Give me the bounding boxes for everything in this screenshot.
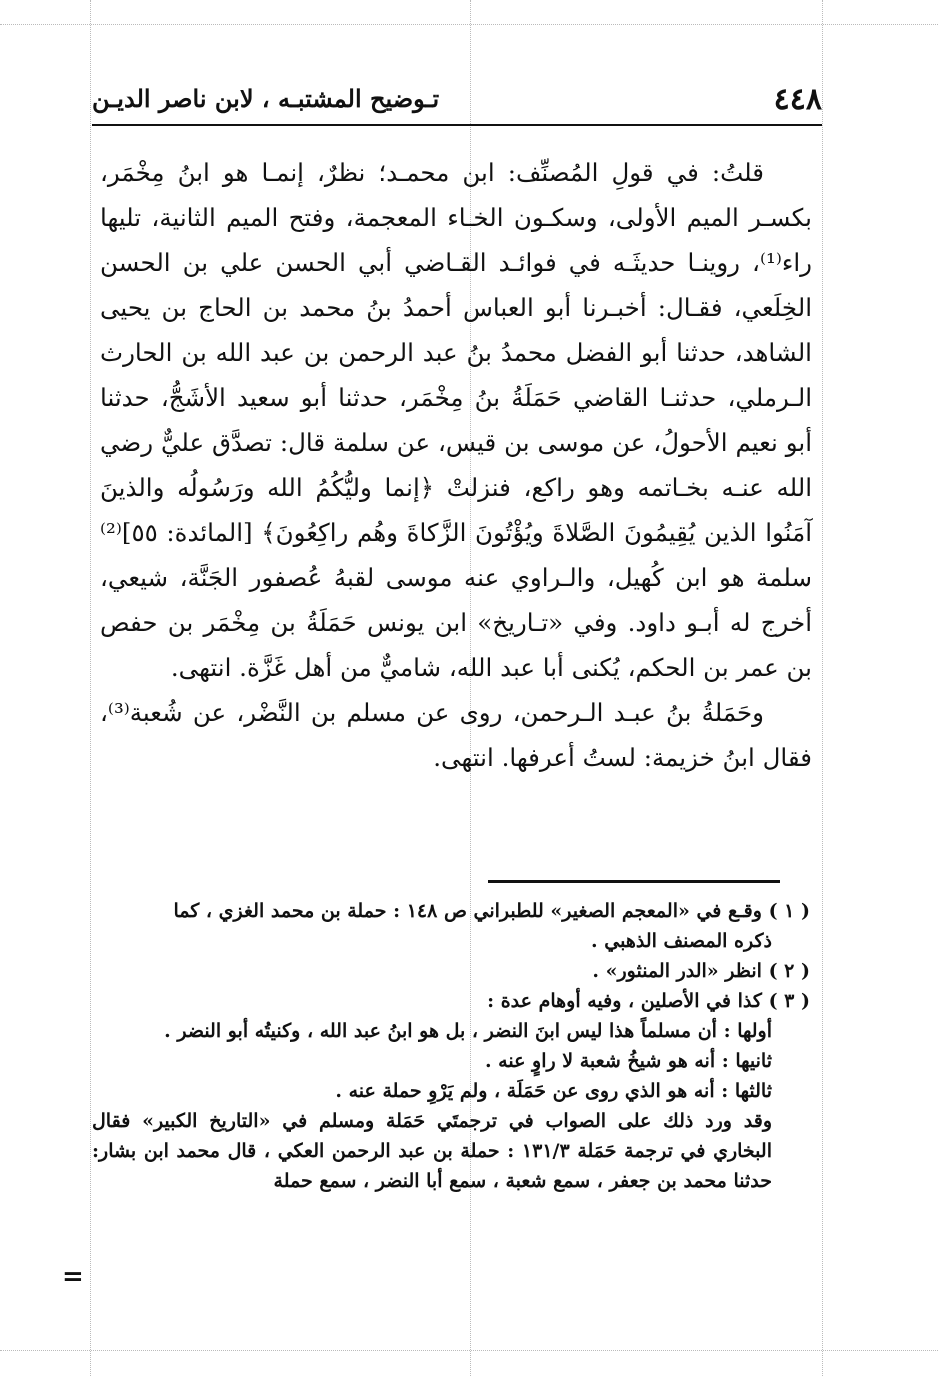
footnote-separator — [488, 880, 780, 883]
footnote-number: ( ٢ ) — [768, 960, 810, 982]
footnote-2 — [92, 956, 810, 986]
running-title: تـوضيح المشتبـه ، لابن ناصر الديـن — [92, 84, 440, 113]
page-number: ٤٤٨ — [773, 82, 822, 117]
footnote-3-tail: وقد ورد ذلك على الصواب في ترجمتَي حَمَلة ومسلم في «التاريخ الكبير» فقال البخاري في ترجمة حَمَلة ١٣١/٣ : حملة بن عبد الرحمن العكي ، قال محمد ابن بشار: حدثنا محمد بن جعفر ، سمع شعبة ، سمع أبا النضر ، سمع حملة — [92, 1110, 772, 1192]
main-text — [100, 150, 812, 780]
body-paragraph: قلتُ: في قولِ المُصنِّف: ابن محمـد؛ نظرٌ، إنمـا هو ابنُ مِخْمَر، بكسـر الميم الأولى، وسكـون الخـاء المعجمة، وفتح الميم الثانية، تليها راء⁽¹⁾، روينـا حديثَـه في فوائـد القـاضي أبي الحسن علي بن الحسن الخِلَعي، فقـال: أخبـرنا أبو العباس أحمدُ بنُ محمد بن الحاج بن يحيى الشاهد، حدثنا أبو الفضل محمدُ بنُ عبد الرحمن بن عبد الله بن الحارث الـرملي، حدثنـا القاضي حَمَلَةُ بنُ مِخْمَر، حدثنا أبو سعيد الأشَجُّ، حدثنا أبو نعيم الأحولُ، عن موسى بن قيس، عن سلمة قال: تصدَّق عليٌّ رضي الله عنـه بخـاتمه وهو راكع، فنزلتْ ﴿إنما وليُّكُمُ الله ورَسُولُه والذينَ آمَنُوا الذين يُقِيمُونَ الصَّلاةَ ويُؤْتُونَ الزَّكاةَ وهُم راكِعُونَ﴾ [المائدة: ٥٥]⁽²⁾ سلمة هو ابن كُهيل، والـراوي عنه موسى لقبهُ عُصفور الجَنَّة، شيعي، أخرج له أبـو داود. وفي «تـاريخ» ابن يونس حَمَلَةُ بن مِخْمَر بن حفص بن عمر بن الحكم، يُكنى أبا عبد الله، شاميٌّ من أهل غَزَّة. انتهى. — [100, 158, 812, 682]
footnote-text: وقـع في «المعجم الصغير» للطبراني ص ١٤٨ : حملة بن محمد الغزي ، كما — [173, 900, 762, 922]
scan-guide-line — [822, 0, 823, 1376]
scan-guide-line — [0, 24, 938, 25]
footnote-text: كذا في الأصلين ، وفيه أوهام عدة : — [487, 990, 762, 1012]
footnote-1 — [92, 896, 810, 926]
footnote-3-point: ثانيها : أنه هو شيخُ شعبة لا راوٍ عنه . — [484, 1050, 772, 1072]
body-paragraph: وحَمَلةُ بنُ عبـد الـرحمن، روى عن مسلم بن النَّضْر، عن شُعبة⁽³⁾، فقال ابنُ خزيمة: لستُ أعرفها. انتهى. — [100, 698, 812, 772]
page-header — [92, 78, 822, 126]
footnote-3-point: أولها : أن مسلماً هذا ليس ابنَ النضر ، بل هو ابنُ عبد الله ، وكنيتُه أبو النضر . — [164, 1020, 772, 1042]
footnotes — [92, 896, 810, 1196]
footnote-3 — [92, 986, 810, 1016]
footnote-1-continued: ذكره المصنف الذهبي . — [591, 930, 772, 952]
scan-guide-line — [90, 0, 91, 1376]
scan-guide-line — [0, 1350, 938, 1351]
header-rule — [92, 124, 822, 126]
footnote-3-point: ثالثها : أنه هو الذي روى عن حَمَلَة ، ولم يَرْوِ حملة عنه . — [335, 1080, 772, 1102]
footnote-number: ( ٣ ) — [768, 990, 810, 1012]
footnote-text: انظر «الدر المنثور» . — [592, 960, 762, 982]
continuation-mark: = — [62, 1262, 84, 1292]
footnote-number: ( ١ ) — [768, 900, 810, 922]
